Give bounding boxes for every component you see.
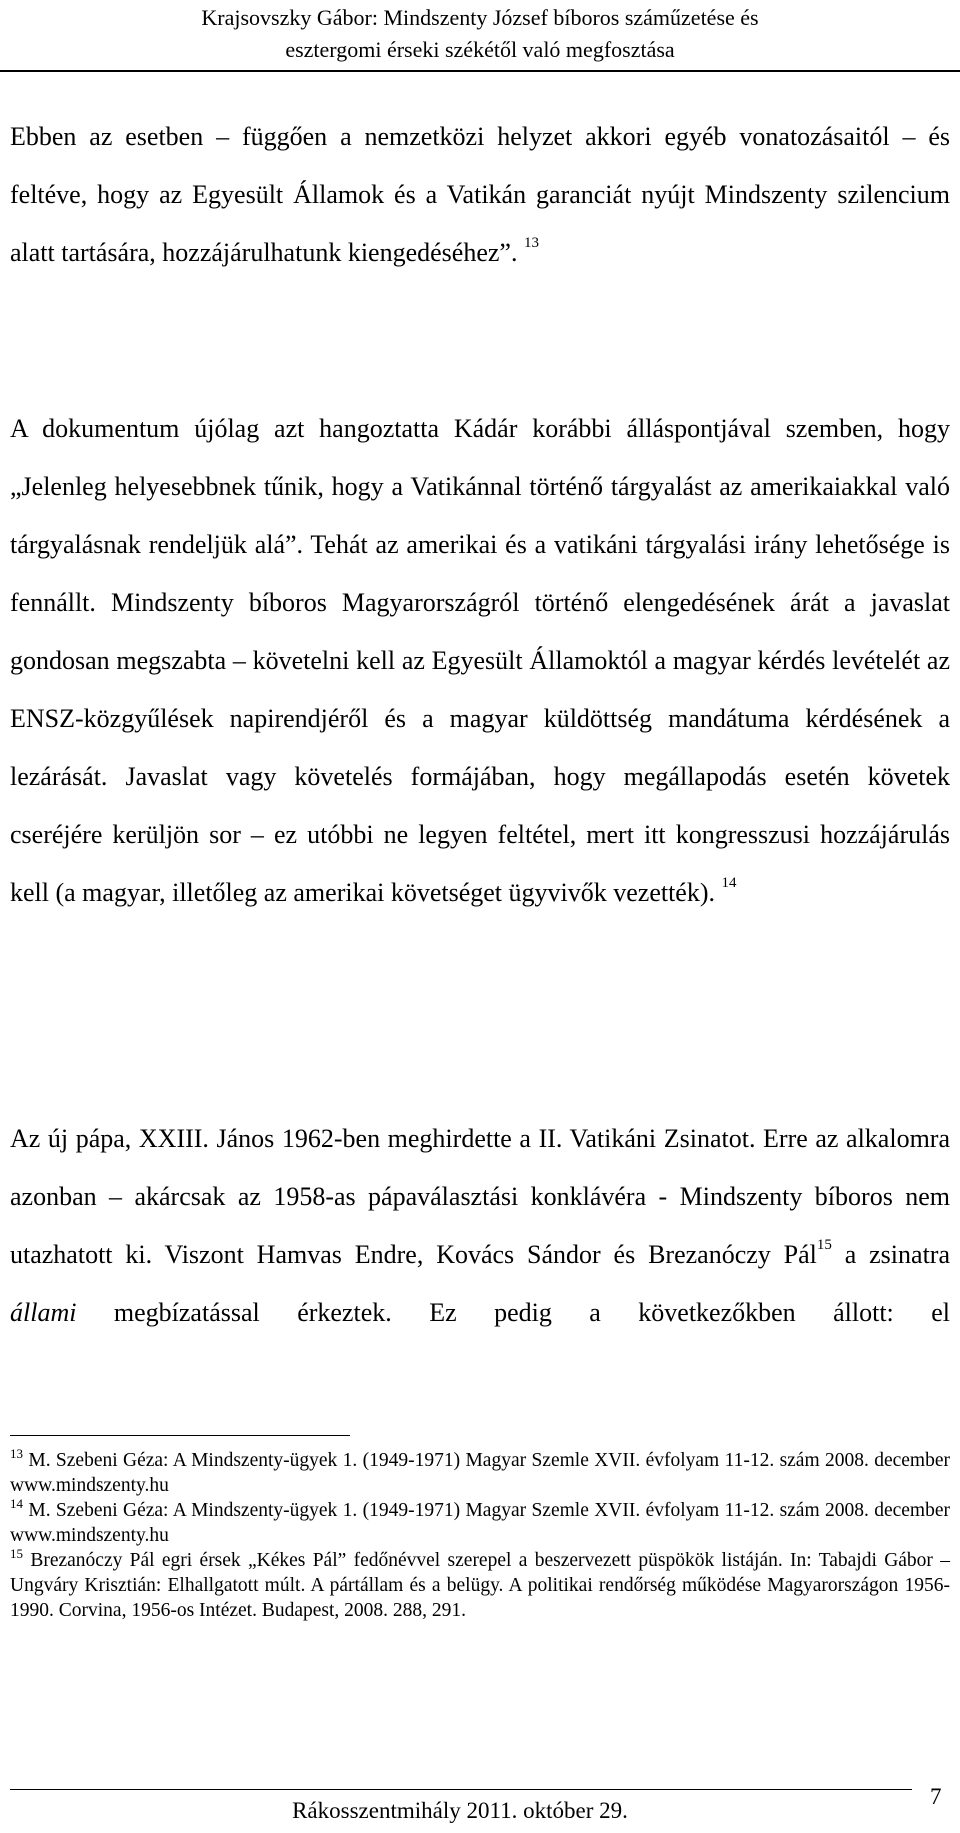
footnote-13: [10, 1448, 950, 1498]
paragraph-2-text: A dokumentum újólag azt hangoztatta Kádár korábbi álláspontjával szemben, hogy „Jelenleg helyesebbnek tűnik, hogy a Vatikánnal történő tárgyalást az amerikaiakkal való tárgyalásnak rendeljük alá”. Tehát az amerikai és a vatikáni tárgyalási irány lehetősége is fennállt. Mindszenty bíboros Magyarországról történő elengedésének árát a javaslat gondosan megszabta – követelni kell az Egyesült Államoktól a magyar kérdés levételét az ENSZ-közgyűlések napirendjéről és a magyar küldöttség mandátuma kérdésének a lezárását. Javaslat vagy követelés formájában, hogy megállapodás esetén követek cseréjére kerüljön sor – ez utóbbi ne legyen feltétel, mert itt kongresszusi hozzájárulás kell (a magyar, illetőleg az amerikai követséget ügyvivők vezették).: [10, 414, 950, 907]
footnote-ref-14[interactable]: 14: [721, 875, 737, 891]
header-line-1: Krajsovszky Gábor: Mindszenty József bíboros száműzetése és: [201, 5, 759, 30]
footer-divider: [10, 1789, 912, 1790]
paragraph-3: [10, 1110, 950, 1342]
footnotes: [10, 1448, 950, 1623]
paragraph-1-text: Ebben az esetben – függően a nemzetközi helyzet akkori egyéb vonatozásaitól – és feltéve, hogy az Egyesült Államok és a Vatikán garanciát nyújt Mindszenty szilencium alatt tartására, hozzájárulhatunk kiengedéséhez”.: [10, 122, 950, 267]
footnote-number: 13: [10, 1446, 23, 1461]
footnote-ref-13[interactable]: 13: [523, 235, 539, 251]
footer-place-date: Rákosszentmihály 2011. október 29.: [292, 1798, 628, 1823]
paragraph-3-italic: állami: [10, 1298, 77, 1327]
footnote-number: 15: [10, 1546, 23, 1561]
page-number: 7: [930, 1784, 942, 1809]
header-divider: [0, 70, 960, 72]
footnote-ref-15[interactable]: 15: [816, 1237, 832, 1253]
paragraph-1: [10, 108, 950, 282]
footnote-text: M. Szebeni Géza: A Mindszenty-ügyek 1. (1949-1971) Magyar Szemle XVII. évfolyam 11-12. szám 2008. december www.mindszenty.hu: [10, 1500, 950, 1546]
footnote-text: Brezanóczy Pál egri érsek „Kékes Pál” fedőnévvel szerepel a beszervezett püspökök listáján. In: Tabajdi Gábor – Ungváry Krisztián: Elhallgatott múlt. A pártállam és a belügy. A politikai rendőrség működése Magyarországon 1956-1990. Corvina, 1956-os Intézet. Budapest, 2008. 288, 291.: [10, 1550, 950, 1621]
paragraph-3-text-a: Az új pápa, XXIII. János 1962-ben meghirdette a II. Vatikáni Zsinatot. Erre az alkalomra azonban – akárcsak az 1958-as pápaválasztási konklávéra - Mindszenty bíboros nem utazhatott ki. Viszont Hamvas Endre, Kovács Sándor és Brezanóczy Pál: [10, 1124, 950, 1269]
header-line-2: esztergomi érseki székétől való megfosztása: [285, 37, 675, 62]
footnote-text: M. Szebeni Géza: A Mindszenty-ügyek 1. (1949-1971) Magyar Szemle XVII. évfolyam 11-12. szám 2008. december www.mindszenty.hu: [10, 1450, 950, 1496]
paragraph-3-text-c: megbízatással érkeztek. Ez pedig a következőkben állott: el: [76, 1298, 950, 1327]
paragraph-3-text-b: a zsinatra: [831, 1240, 950, 1269]
footnote-14: [10, 1498, 950, 1548]
running-header: [0, 2, 960, 66]
footnote-number: 14: [10, 1496, 23, 1511]
footnote-divider: [10, 1435, 350, 1436]
paragraph-2: [10, 400, 950, 922]
footnote-15: [10, 1548, 950, 1623]
